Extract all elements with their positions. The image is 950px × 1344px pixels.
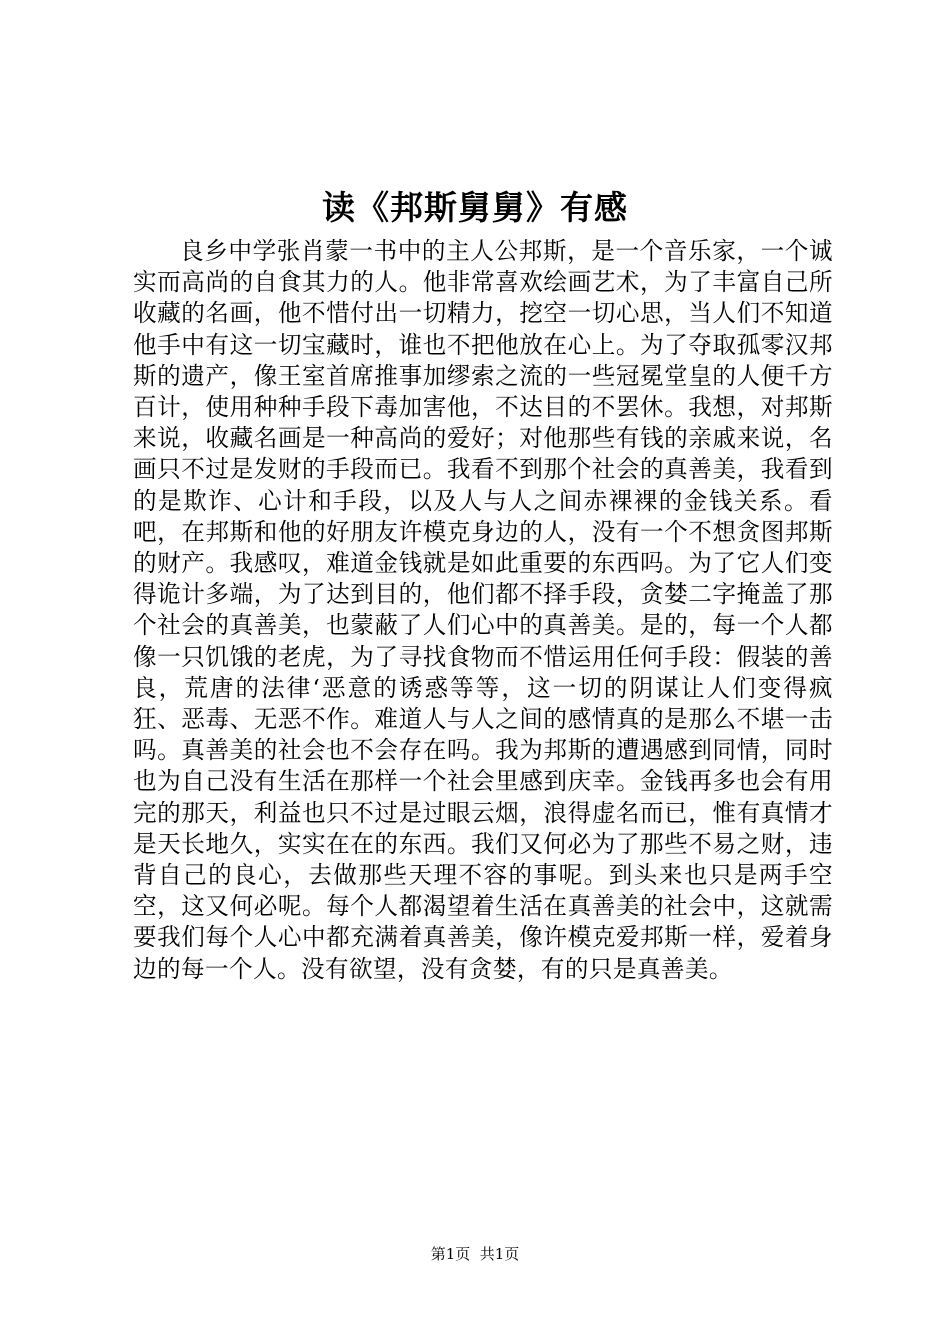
document-title: 读《邦斯舅舅》有感 (322, 188, 628, 227)
document-body-paragraph: 良乡中学张肖蒙一书中的主人公邦斯，是一个音乐家，一个诚实而高尚的自食其力的人。他非常喜欢绘画艺术，为了丰富自己所收藏的名画，他不惜付出一切精力，挖空一切心思，当人们不知道他手中有这一切宝藏时，谁也不把他放在心上。为了夺取孤零汉邦斯的遗产，像王室首席推事加缪索之流的一些冠冕堂皇的人便千方百计，使用种种手段下毒加害他，不达目的不罢休。我想，对邦斯来说，收藏名画是一种高尚的爱好；对他那些有钱的亲戚来说，名画只不过是发财的手段而已。我看不到那个社会的真善美，我看到的是欺诈、心计和手段，以及人与人之间赤裸裸的金钱关系。看吧，在邦斯和他的好朋友许模克身边的人，没有一个不想贪图邦斯的财产。我感叹，难道金钱就是如此重要的东西吗。为了它人们变得诡计多端，为了达到目的，他们都不择手段，贪婪二字掩盖了那个社会的真善美，也蒙蔽了人们心中的真善美。是的，每一个人都像一只饥饿的老虎，为了寻找食物而不惜运用任何手段：假装的善良，荒唐的法律‘恶意的诱惑等等，这一切的阴谋让人们变得疯狂、恶毒、无恶不作。难道人与人之间的感情真的是那么不堪一击吗。真善美的社会也不会存在吗。我为邦斯的遭遇感到同情，同时也为自己没有生活在那样一个社会里感到庆幸。金钱再多也会有用完的那天，利益也只不过是过眼云烟，浪得虚名而已，惟有真情才是天长地久，实实在在的东西。我们又何必为了那些不易之财，违背自己的良心，去做那些天理不容的事呢。到头来也只是两手空空，这又何必呢。每个人都渴望着生活在真善美的社会中，这就需要我们每个人心中都充满着真善美，像许模克爱邦斯一样，爱着身边的每一个人。没有欲望，没有贪婪，有的只是真善美。 (133, 237, 833, 983)
page-footer: 第1页 共1页 (430, 1245, 520, 1263)
